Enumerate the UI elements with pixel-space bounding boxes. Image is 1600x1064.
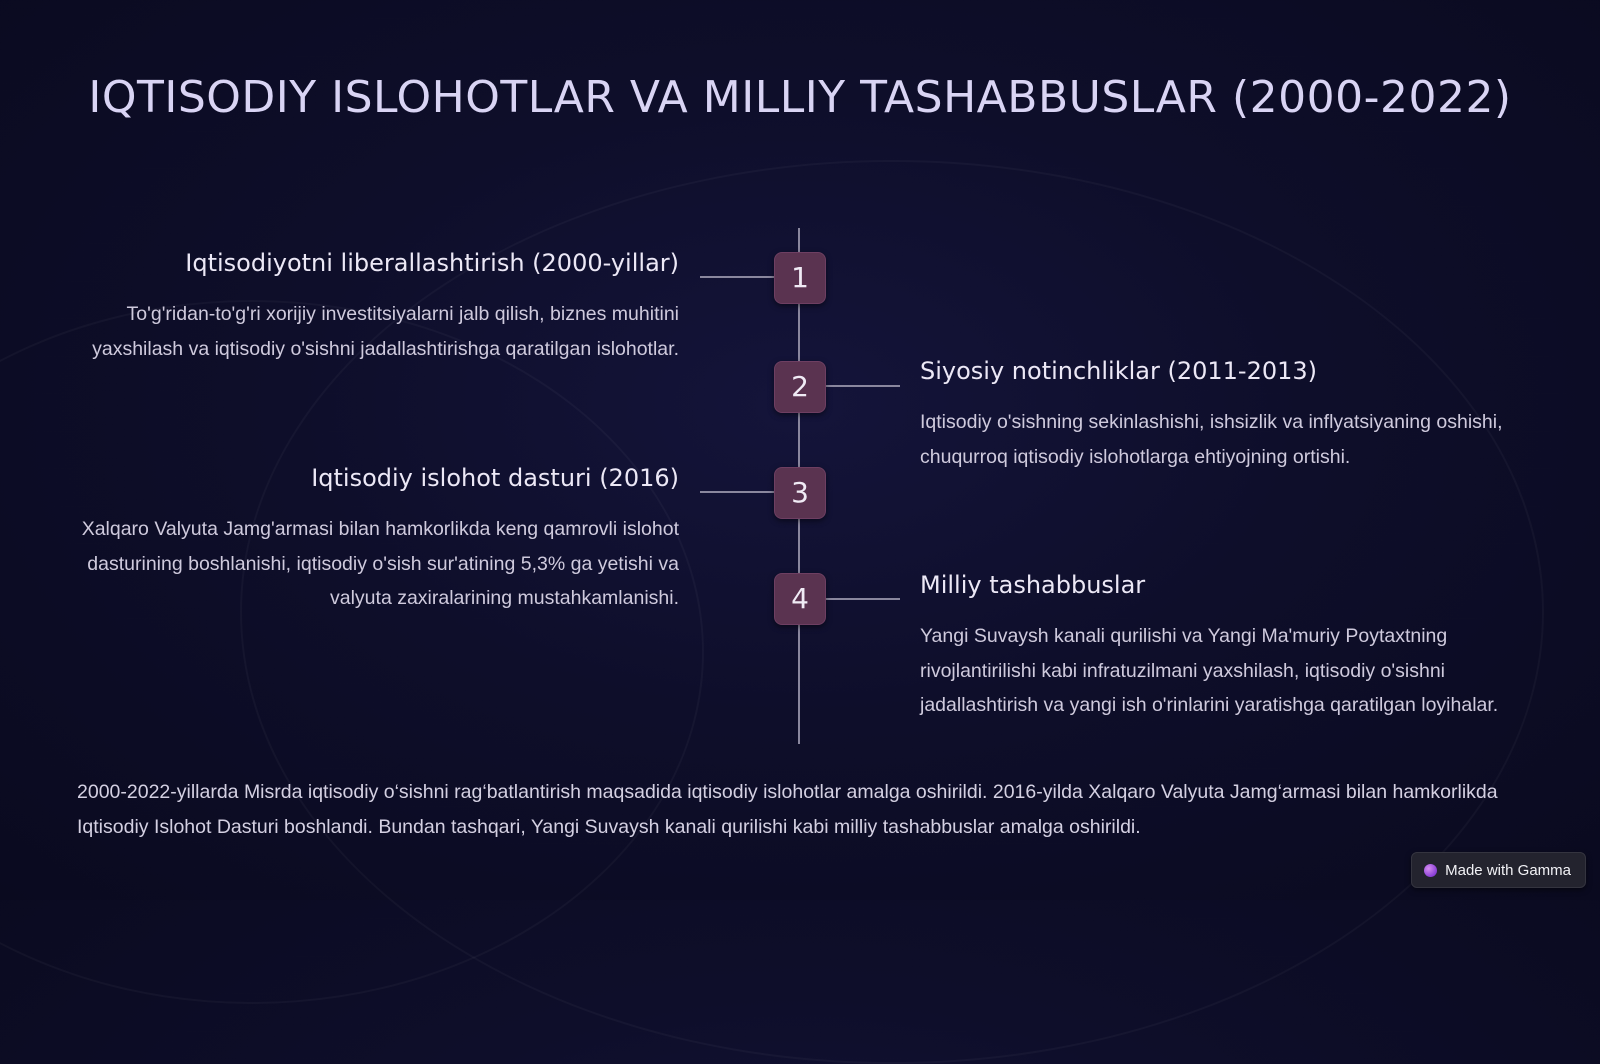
timeline-entry-text: To'g'ridan-to'g'ri xorijiy investitsiyalarni jalb qilish, biznes muhitini yaxshilash va iqtisodiy o'sishni jadallashtirishga qaratilgan islohotlar. (92, 303, 679, 360)
timeline-entry-text: Yangi Suvaysh kanali qurilishi va Yangi Ma'muriy Poytaxtning rivojlantirilishi kabi infratuzilmani yaxshilash, iqtisodiy o'sishni jadallashtirish va yangi ish o'rinlarini yaratishga qaratilgan loyihalar. (920, 625, 1499, 716)
timeline-marker-4: 4 (774, 573, 826, 625)
timeline-entry-3 (39, 464, 679, 616)
timeline-entry-heading: Iqtisodiyotni liberallashtirish (2000-yillar) (185, 249, 679, 277)
timeline-connector (700, 491, 774, 493)
timeline-connector (700, 276, 774, 278)
timeline-connector (824, 598, 900, 600)
timeline-connector (824, 385, 900, 387)
timeline-entry-heading: Iqtisodiy islohot dasturi (2016) (311, 464, 679, 492)
timeline-marker-1: 1 (774, 252, 826, 304)
timeline-entry-text: Xalqaro Valyuta Jamg'armasi bilan hamkorlikda keng qamrovli islohot dasturining boshlanishi, iqtisodiy o'sish sur'atining 5,3% ga yetishi va valyuta zaxiralarining mustahkamlanishi. (81, 518, 679, 609)
gamma-logo-icon (1424, 864, 1437, 877)
timeline-entry-2 (920, 357, 1540, 474)
page-title: IQTISODIY ISLOHOTLAR VA MILLIY TASHABBUSLAR (2000-2022) (88, 72, 1512, 123)
timeline-entry-heading: Siyosiy notinchliklar (2011-2013) (920, 357, 1318, 385)
timeline-marker-3: 3 (774, 467, 826, 519)
made-with-gamma-badge[interactable] (1411, 852, 1586, 888)
timeline-entry-4 (920, 571, 1540, 723)
summary-text: 2000-2022-yillarda Misrda iqtisodiy o‘sishni rag‘batlantirish maqsadida iqtisodiy islohotlar amalga oshirildi. 2016-yilda Xalqaro Valyuta Jamg‘armasi bilan hamkorlikda Iqtisodiy Islohot Dasturi boshlandi. Bundan tashqari, Yangi Suvaysh kanali qurilishi kabi milliy tashabbuslar amalga oshirildi. (77, 781, 1498, 838)
timeline-entry-1 (39, 249, 679, 366)
timeline-entry-heading: Milliy tashabbuslar (920, 571, 1146, 599)
timeline-entry-text: Iqtisodiy o'sishning sekinlashishi, ishsizlik va inflyatsiyaning oshishi, chuqurroq iqtisodiy islohotlarga ehtiyojning ortishi. (920, 411, 1503, 468)
badge-label: Made with Gamma (1445, 861, 1571, 879)
timeline-marker-2: 2 (774, 361, 826, 413)
